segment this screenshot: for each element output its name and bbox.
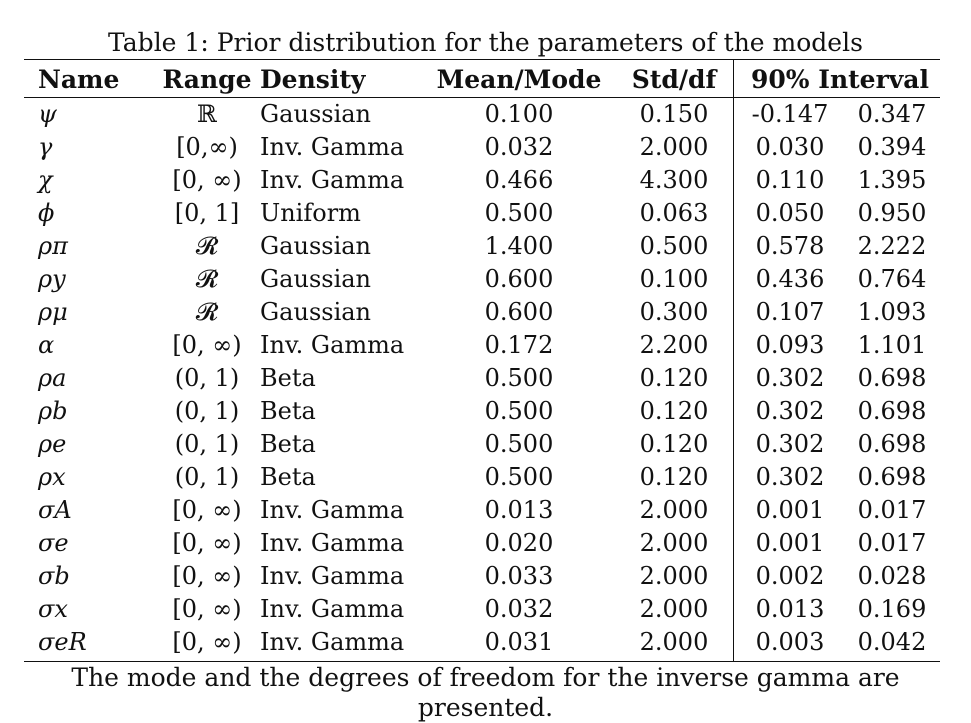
cell-interval-high: 0.017	[857, 496, 927, 524]
table-note: The mode and the degrees of freedom for the inverse gamma are presented.	[71, 663, 900, 722]
cell-mean-mode: 0.600	[484, 298, 554, 326]
cell-interval-high: 2.222	[857, 232, 927, 260]
table-row	[24, 461, 940, 494]
cell-std-df: 0.300	[639, 298, 709, 326]
cell-range: (0, 1)	[174, 430, 240, 458]
cell-std-df: 0.063	[639, 199, 709, 227]
top-rule	[24, 59, 940, 60]
cell-density: Inv. Gamma	[260, 529, 405, 557]
cell-interval-low: 0.002	[755, 562, 825, 590]
table-body	[24, 98, 940, 659]
table-row	[24, 593, 940, 626]
cell-mean-mode: 0.466	[484, 166, 554, 194]
bottom-rule	[24, 661, 940, 662]
cell-std-df: 0.500	[639, 232, 709, 260]
table-caption: Table 1: Prior distribution for the parameters of the models	[108, 28, 863, 57]
cell-mean-mode: 0.032	[484, 595, 554, 623]
cell-density: Inv. Gamma	[260, 628, 405, 656]
cell-interval-high: 0.764	[857, 265, 927, 293]
cell-interval-high: 0.698	[857, 430, 927, 458]
cell-density: Beta	[260, 430, 316, 458]
cell-name: χ	[38, 166, 53, 194]
cell-mean-mode: 0.100	[484, 100, 554, 128]
cell-interval-high: 0.169	[857, 595, 927, 623]
cell-interval-low: 0.107	[755, 298, 825, 326]
header-std-df: Std/df	[631, 65, 717, 94]
cell-density: Inv. Gamma	[260, 562, 405, 590]
cell-range: [0, ∞)	[172, 628, 242, 656]
cell-mean-mode: 0.500	[484, 430, 554, 458]
header-density: Density	[260, 65, 366, 94]
cell-name: γ	[38, 133, 53, 161]
cell-std-df: 0.120	[639, 430, 709, 458]
cell-range: [0, ∞)	[172, 496, 242, 524]
cell-std-df: 2.000	[639, 133, 709, 161]
table-row	[24, 164, 940, 197]
cell-std-df: 0.120	[639, 397, 709, 425]
cell-interval-low: 0.001	[755, 529, 825, 557]
table-row	[24, 230, 940, 263]
cell-std-df: 2.000	[639, 628, 709, 656]
header-range: Range	[162, 65, 252, 94]
cell-name: ρb	[38, 397, 68, 425]
header-interval: 90% Interval	[751, 65, 929, 94]
cell-interval-low: 0.302	[755, 364, 825, 392]
cell-std-df: 0.150	[639, 100, 709, 128]
cell-range: [0, ∞)	[172, 595, 242, 623]
cell-interval-low: 0.302	[755, 463, 825, 491]
cell-std-df: 2.000	[639, 496, 709, 524]
cell-interval-high: 0.698	[857, 397, 927, 425]
cell-std-df: 0.100	[639, 265, 709, 293]
cell-mean-mode: 0.013	[484, 496, 554, 524]
cell-density: Uniform	[260, 199, 361, 227]
cell-interval-high: 0.028	[857, 562, 927, 590]
cell-name: σe	[38, 529, 69, 557]
cell-std-df: 2.000	[639, 595, 709, 623]
cell-interval-low: 0.302	[755, 397, 825, 425]
table-row	[24, 428, 940, 461]
cell-range: [0, ∞)	[172, 529, 242, 557]
cell-interval-high: 0.698	[857, 364, 927, 392]
cell-interval-high: 0.042	[857, 628, 927, 656]
cell-name: σx	[38, 595, 68, 623]
cell-interval-low: 0.436	[755, 265, 825, 293]
table-row	[24, 527, 940, 560]
table-row	[24, 329, 940, 362]
cell-interval-low: 0.003	[755, 628, 825, 656]
cell-interval-high: 1.101	[857, 331, 927, 359]
cell-interval-high: 1.395	[857, 166, 927, 194]
table-row	[24, 626, 940, 659]
cell-mean-mode: 1.400	[484, 232, 554, 260]
cell-interval-low: 0.001	[755, 496, 825, 524]
cell-density: Inv. Gamma	[260, 133, 405, 161]
cell-std-df: 0.120	[639, 364, 709, 392]
cell-name: σeR	[38, 628, 87, 656]
cell-name: σA	[38, 496, 72, 524]
cell-range: [0, ∞)	[172, 562, 242, 590]
cell-range: [0, ∞)	[172, 166, 242, 194]
cell-interval-high: 0.698	[857, 463, 927, 491]
cell-std-df: 0.120	[639, 463, 709, 491]
cell-range: (0, 1)	[174, 463, 240, 491]
cell-interval-low: 0.093	[755, 331, 825, 359]
cell-range: (0, 1)	[174, 364, 240, 392]
cell-range: 𝓡	[195, 298, 219, 326]
table-row	[24, 131, 940, 164]
table-row	[24, 263, 940, 296]
cell-name: ρy	[38, 265, 66, 293]
table-row	[24, 395, 940, 428]
cell-mean-mode: 0.032	[484, 133, 554, 161]
cell-interval-high: 1.093	[857, 298, 927, 326]
cell-name: ρe	[38, 430, 67, 458]
table-row	[24, 494, 940, 527]
cell-name: ρx	[38, 463, 66, 491]
table-row	[24, 296, 940, 329]
cell-mean-mode: 0.033	[484, 562, 554, 590]
cell-range: 𝓡	[195, 265, 219, 293]
cell-std-df: 4.300	[639, 166, 709, 194]
cell-name: ϕ	[38, 199, 55, 227]
cell-interval-high: 0.347	[857, 100, 927, 128]
cell-range: [0, 1]	[174, 199, 240, 227]
cell-std-df: 2.200	[639, 331, 709, 359]
cell-interval-high: 0.950	[857, 199, 927, 227]
cell-range: 𝓡	[195, 232, 219, 260]
cell-std-df: 2.000	[639, 529, 709, 557]
cell-density: Beta	[260, 364, 316, 392]
cell-name: σb	[38, 562, 70, 590]
cell-interval-low: 0.050	[755, 199, 825, 227]
cell-mean-mode: 0.500	[484, 199, 554, 227]
cell-interval-low: 0.110	[755, 166, 825, 194]
cell-interval-low: 0.013	[755, 595, 825, 623]
cell-interval-high: 0.394	[857, 133, 927, 161]
cell-density: Gaussian	[260, 232, 372, 260]
cell-density: Beta	[260, 463, 316, 491]
cell-density: Beta	[260, 397, 316, 425]
cell-density: Gaussian	[260, 298, 372, 326]
cell-name: α	[38, 331, 55, 359]
cell-interval-low: -0.147	[751, 100, 829, 128]
cell-range: ℝ	[197, 100, 217, 128]
cell-name: ρa	[38, 364, 67, 392]
table-header	[24, 64, 940, 96]
cell-mean-mode: 0.500	[484, 463, 554, 491]
cell-interval-low: 0.302	[755, 430, 825, 458]
cell-density: Inv. Gamma	[260, 595, 405, 623]
header-name: Name	[38, 65, 120, 94]
cell-range: [0,∞)	[176, 133, 238, 161]
cell-density: Gaussian	[260, 100, 372, 128]
header-mean-mode: Mean/Mode	[436, 65, 602, 94]
cell-mean-mode: 0.172	[484, 331, 554, 359]
cell-name: ψ	[38, 100, 57, 128]
table-row	[24, 560, 940, 593]
cell-interval-high: 0.017	[857, 529, 927, 557]
cell-name: ρμ	[38, 298, 68, 326]
cell-density: Inv. Gamma	[260, 166, 405, 194]
cell-mean-mode: 0.020	[484, 529, 554, 557]
table-row	[24, 197, 940, 230]
cell-interval-low: 0.030	[755, 133, 825, 161]
cell-density: Inv. Gamma	[260, 331, 405, 359]
table-row	[24, 362, 940, 395]
cell-mean-mode: 0.600	[484, 265, 554, 293]
cell-interval-low: 0.578	[755, 232, 825, 260]
cell-density: Gaussian	[260, 265, 372, 293]
cell-range: [0, ∞)	[172, 331, 242, 359]
cell-mean-mode: 0.500	[484, 364, 554, 392]
cell-range: (0, 1)	[174, 397, 240, 425]
table-row	[24, 98, 940, 131]
cell-std-df: 2.000	[639, 562, 709, 590]
cell-mean-mode: 0.500	[484, 397, 554, 425]
cell-name: ρπ	[38, 232, 68, 260]
cell-density: Inv. Gamma	[260, 496, 405, 524]
cell-mean-mode: 0.031	[484, 628, 554, 656]
